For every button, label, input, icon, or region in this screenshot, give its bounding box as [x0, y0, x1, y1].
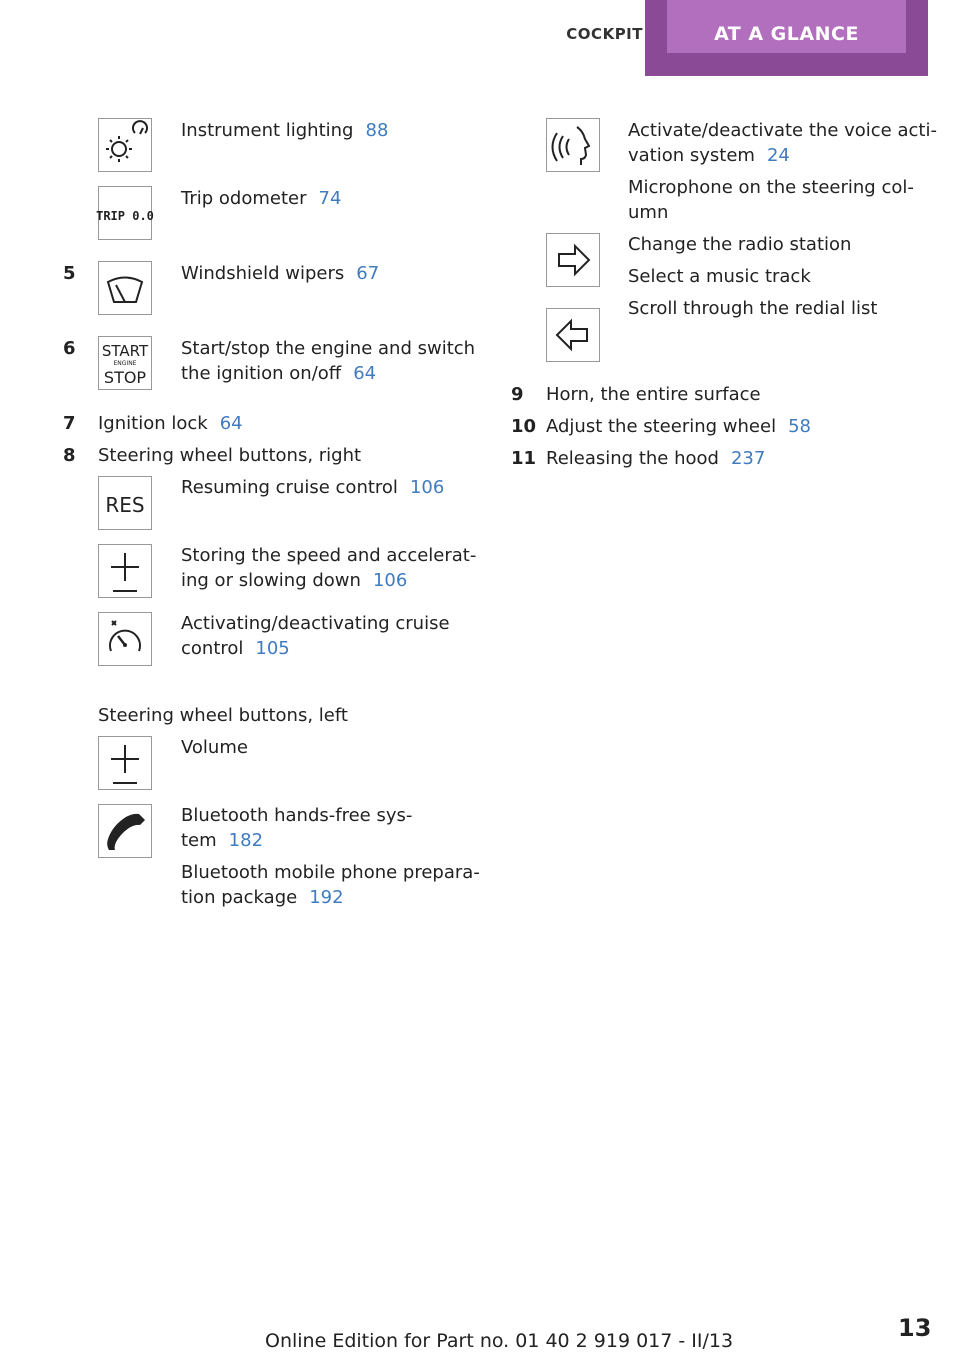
- store-speed-page-ref[interactable]: 106: [372, 570, 408, 591]
- bt-phone-page-ref[interactable]: 192: [309, 887, 344, 908]
- voice-line1: Activate/deactivate the voice acti-: [628, 120, 937, 141]
- start-icon-text: START: [101, 342, 149, 360]
- instrument-lighting-text: [181, 118, 388, 143]
- bluetooth-handsfree-text: [181, 803, 412, 853]
- windshield-wipers-label: Windshield wipers: [181, 263, 345, 284]
- item-number-10: 10: [511, 416, 537, 437]
- chapter-tab: [645, 0, 928, 76]
- item-number-7: 7: [63, 413, 76, 434]
- item-number-8: 8: [63, 445, 76, 466]
- adjust-steering-label: Adjust the steering wheel: [546, 416, 777, 437]
- cruise-control-icon: [98, 612, 152, 666]
- redial-list-text: Scroll through the redial list: [628, 298, 878, 319]
- store-speed-text: [181, 543, 476, 593]
- start-stop-button-icon: [98, 336, 152, 390]
- cruise-toggle-line2: control: [181, 638, 244, 659]
- store-speed-line1: Storing the speed and accelerat-: [181, 545, 477, 566]
- bluetooth-line1: Bluetooth hands-free sys-: [181, 805, 413, 826]
- music-track-line: Select a music track: [628, 266, 811, 287]
- trip-odometer-icon: [98, 186, 152, 240]
- bt-phone-line2: tion package: [181, 887, 298, 908]
- voice-line2: vation system: [628, 145, 755, 166]
- item-number-9: 9: [511, 384, 524, 405]
- stop-icon-text: STOP: [103, 368, 147, 387]
- item-number-11: 11: [511, 448, 537, 469]
- release-hood-label: Releasing the hood: [546, 448, 719, 469]
- page-number: 13: [898, 1314, 932, 1342]
- horn-text: Horn, the entire surface: [546, 384, 761, 405]
- windshield-wiper-icon: [98, 261, 152, 315]
- item-number-6: 6: [63, 338, 76, 359]
- radio-station-text: [628, 232, 851, 289]
- ignition-lock-page-ref[interactable]: 64: [219, 413, 243, 434]
- start-stop-text: [181, 336, 475, 386]
- ignition-lock-text: [98, 411, 243, 436]
- bluetooth-line2: tem: [181, 830, 217, 851]
- volume-plus-icon: [98, 736, 152, 790]
- adjust-steering-text: [546, 414, 811, 439]
- resume-cruise-label: Resuming cruise control: [181, 477, 398, 498]
- cruise-toggle-page-ref[interactable]: 105: [255, 638, 290, 659]
- arrow-right-icon: [546, 233, 600, 287]
- volume-text: Volume: [181, 737, 248, 758]
- trip-odometer-text: [181, 186, 341, 211]
- bluetooth-page-ref[interactable]: 182: [228, 830, 264, 851]
- cruise-toggle-text: [181, 611, 450, 661]
- trip-odometer-icon-text: TRIP 0.0: [96, 209, 154, 223]
- engine-icon-text: ENGINE: [113, 360, 137, 367]
- phone-icon: [98, 804, 152, 858]
- release-hood-text: [546, 446, 765, 471]
- start-stop-page-ref[interactable]: 64: [353, 363, 377, 384]
- store-speed-line2: ing or slowing down: [181, 570, 361, 591]
- adjust-steering-page-ref[interactable]: 58: [788, 416, 811, 437]
- release-hood-page-ref[interactable]: 237: [730, 448, 766, 469]
- voice-activation-text: [628, 118, 937, 168]
- microphone-line2: umn: [628, 202, 669, 223]
- instrument-lighting-page-ref[interactable]: 88: [365, 120, 389, 141]
- arrow-left-icon: [546, 308, 600, 362]
- res-icon-text: RES: [105, 493, 145, 517]
- chapter-tab-label: AT A GLANCE: [667, 0, 906, 53]
- cruise-toggle-line1: Activating/deactivating cruise: [181, 613, 450, 634]
- res-button-icon: [98, 476, 152, 530]
- resume-cruise-text: [181, 475, 444, 500]
- section-title: COCKPIT: [566, 25, 643, 43]
- microphone-text: [628, 175, 914, 225]
- radio-station-line: Change the radio station: [628, 234, 852, 255]
- plus-button-icon: [98, 544, 152, 598]
- item-number-5: 5: [63, 263, 76, 284]
- microphone-line1: Microphone on the steering col-: [628, 177, 914, 198]
- trip-odometer-label: Trip odometer: [181, 188, 307, 209]
- start-stop-line2: the ignition on/off: [181, 363, 342, 384]
- bt-phone-line1: Bluetooth mobile phone prepara-: [181, 862, 480, 883]
- instrument-lighting-label: Instrument lighting: [181, 120, 354, 141]
- voice-activation-icon: [546, 118, 600, 172]
- windshield-wipers-page-ref[interactable]: 67: [356, 263, 380, 284]
- ignition-lock-label: Ignition lock: [98, 413, 208, 434]
- voice-page-ref[interactable]: 24: [766, 145, 790, 166]
- windshield-wipers-text: [181, 261, 379, 286]
- steering-buttons-right-heading: Steering wheel buttons, right: [98, 445, 362, 466]
- footer-edition: Online Edition for Part no. 01 40 2 919 017 - II/13: [265, 1330, 734, 1352]
- bt-phone-package-text: [181, 860, 480, 910]
- resume-cruise-page-ref[interactable]: 106: [409, 477, 445, 498]
- start-stop-line1: Start/stop the engine and switch: [181, 338, 476, 359]
- trip-odometer-page-ref[interactable]: 74: [318, 188, 342, 209]
- steering-buttons-left-heading: Steering wheel buttons, left: [98, 705, 348, 726]
- instrument-lighting-icon: [98, 118, 152, 172]
